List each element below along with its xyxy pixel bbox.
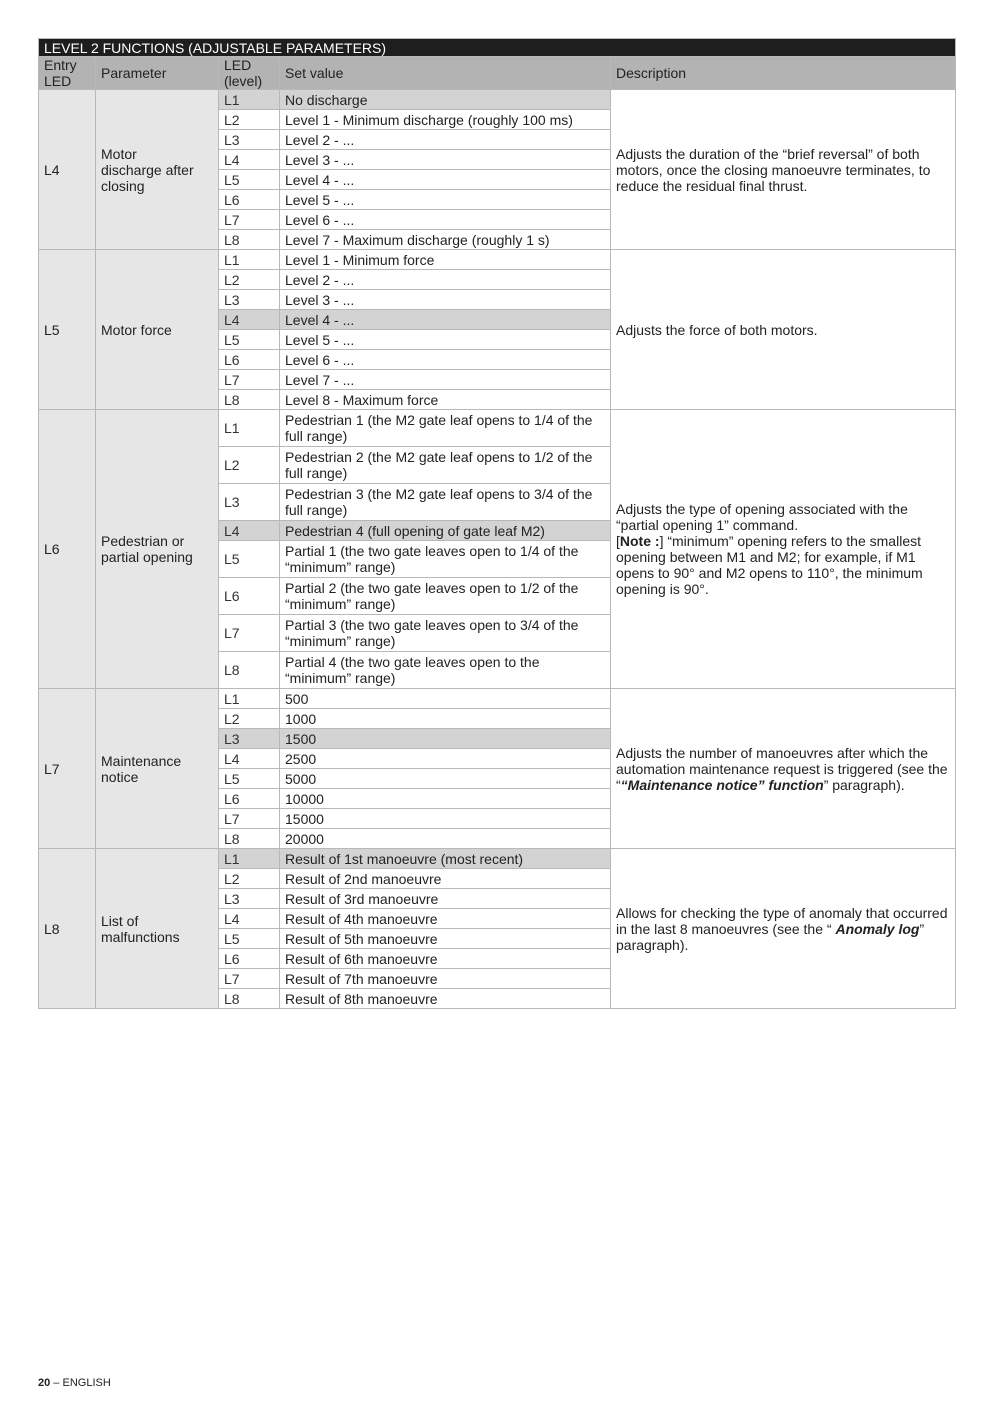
parameter-line: partial opening [101, 549, 193, 565]
led-level-cell: L7 [219, 969, 280, 989]
led-level-cell: L5 [219, 330, 280, 350]
entry-led-cell: L6 [39, 410, 96, 689]
parameter-line: Pedestrian or [101, 533, 185, 549]
header-entry-led [39, 57, 96, 90]
set-value-cell: Partial 2 (the two gate leaves open to 1/2 of the “minimum” range) [280, 578, 611, 615]
set-value-cell: Result of 6th manoeuvre [280, 949, 611, 969]
led-level-cell: L6 [219, 949, 280, 969]
led-level-cell: L4 [219, 909, 280, 929]
page-number: 20 [38, 1377, 51, 1389]
table-body [39, 90, 956, 1009]
led-level-cell: L2 [219, 110, 280, 130]
table-row [39, 250, 956, 270]
set-value-cell: Level 8 - Maximum force [280, 390, 611, 410]
table-row [39, 90, 956, 110]
set-value-cell: Partial 1 (the two gate leaves open to 1/4 of the “minimum” range) [280, 541, 611, 578]
set-value-cell: Level 7 - Maximum discharge (roughly 1 s) [280, 230, 611, 250]
set-value-cell: Pedestrian 4 (full opening of gate leaf M2) [280, 521, 611, 541]
set-value-cell: Level 7 - ... [280, 370, 611, 390]
set-value-cell: Level 2 - ... [280, 130, 611, 150]
set-value-cell: Level 1 - Minimum discharge (roughly 100 ms) [280, 110, 611, 130]
led-level-cell: L7 [219, 210, 280, 230]
set-value-cell: Result of 4th manoeuvre [280, 909, 611, 929]
parameter-line: discharge after [101, 161, 194, 178]
description-text: Anomaly log [835, 920, 920, 937]
header-entry-line2: LED [44, 73, 72, 89]
parameter-line: notice [101, 768, 139, 785]
led-level-cell: L6 [219, 578, 280, 615]
description-text: ” paragraph). [616, 920, 925, 953]
description-cell [611, 410, 956, 689]
led-level-cell: L1 [219, 410, 280, 447]
led-level-cell: L7 [219, 809, 280, 829]
table-title-row [39, 39, 956, 57]
parameter-line: Maintenance [101, 752, 182, 769]
led-level-cell: L4 [219, 749, 280, 769]
led-level-cell: L5 [219, 541, 280, 578]
set-value-cell: Result of 5th manoeuvre [280, 929, 611, 949]
led-level-cell: L2 [219, 869, 280, 889]
set-value-cell: 1500 [280, 729, 611, 749]
header-entry-line1: Entry [44, 57, 77, 73]
led-level-cell: L5 [219, 170, 280, 190]
entry-led-cell: L4 [39, 90, 96, 250]
description-text: Adjusts the duration of the “brief reversal” of both motors, once the closing manoeuvre terminates, to reduce the residual final thrust. [616, 145, 931, 194]
set-value-cell: 15000 [280, 809, 611, 829]
parameter-cell [96, 250, 219, 410]
header-led-level [219, 57, 280, 90]
led-level-cell: L7 [219, 370, 280, 390]
set-value-cell: Level 5 - ... [280, 190, 611, 210]
footer-separator: – [50, 1377, 63, 1389]
led-level-cell: L8 [219, 989, 280, 1009]
header-level-line1: LED [224, 57, 252, 73]
led-level-cell: L8 [219, 390, 280, 410]
led-level-cell: L1 [219, 689, 280, 709]
table-row [39, 410, 956, 447]
set-value-cell: Result of 8th manoeuvre [280, 989, 611, 1009]
parameter-cell [96, 689, 219, 849]
description-text: [ [616, 533, 620, 549]
set-value-cell: No discharge [280, 90, 611, 110]
entry-led-cell: L7 [39, 689, 96, 849]
set-value-cell: Result of 1st manoeuvre (most recent) [280, 849, 611, 869]
set-value-cell: 500 [280, 689, 611, 709]
set-value-cell: 2500 [280, 749, 611, 769]
set-value-cell: Level 3 - ... [280, 150, 611, 170]
led-level-cell: L5 [219, 769, 280, 789]
table-header-row [39, 57, 956, 90]
parameter-line: closing [101, 177, 145, 194]
set-value-cell: Result of 2nd manoeuvre [280, 869, 611, 889]
header-set-value: Set value [280, 57, 611, 90]
entry-led-cell: L8 [39, 849, 96, 1009]
description-text: ] “minimum” opening refers to the smallest opening between M1 and M2; for example, if M1 opens to 90° and M2 opens to 110°, the minimum opening is 90°. [616, 533, 923, 597]
led-level-cell: L2 [219, 270, 280, 290]
led-level-cell: L2 [219, 447, 280, 484]
set-value-cell: Level 4 - ... [280, 170, 611, 190]
set-value-cell: 1000 [280, 709, 611, 729]
led-level-cell: L8 [219, 652, 280, 689]
led-level-cell: L6 [219, 190, 280, 210]
description-text: Adjusts the type of opening associated with the “partial opening 1” command. [616, 501, 908, 533]
parameter-line: malfunctions [101, 928, 180, 945]
page-footer [38, 1377, 111, 1389]
led-level-cell: L3 [219, 130, 280, 150]
description-cell [611, 689, 956, 849]
set-value-cell: Level 6 - ... [280, 210, 611, 230]
footer-language: ENGLISH [62, 1377, 111, 1389]
parameter-line: List of [101, 912, 139, 929]
set-value-cell: Level 1 - Minimum force [280, 250, 611, 270]
description-text: Adjusts the number of manoeuvres after which the automation maintenance request is triggered (see the “ [616, 744, 948, 793]
set-value-cell: Level 3 - ... [280, 290, 611, 310]
description-text: ” paragraph). [823, 776, 905, 793]
header-parameter: Parameter [96, 57, 219, 90]
led-level-cell: L4 [219, 521, 280, 541]
led-level-cell: L8 [219, 230, 280, 250]
set-value-cell: Level 4 - ... [280, 310, 611, 330]
led-level-cell: L3 [219, 290, 280, 310]
led-level-cell: L1 [219, 90, 280, 110]
set-value-cell: Result of 3rd manoeuvre [280, 889, 611, 909]
description-text: Adjusts the force of both motors. [616, 321, 818, 338]
parameter-line: Motor [101, 145, 137, 162]
parameter-line: Motor force [101, 321, 172, 338]
header-description: Description [611, 57, 956, 90]
level2-functions-table [38, 38, 956, 1009]
led-level-cell: L3 [219, 889, 280, 909]
set-value-cell: 5000 [280, 769, 611, 789]
led-level-cell: L7 [219, 615, 280, 652]
led-level-cell: L1 [219, 849, 280, 869]
set-value-cell: 20000 [280, 829, 611, 849]
description-cell [611, 849, 956, 1009]
set-value-cell: Pedestrian 3 (the M2 gate leaf opens to 3/4 of the full range) [280, 484, 611, 521]
description-text: “Maintenance notice” function [620, 776, 824, 793]
description-text: Note : [619, 533, 660, 549]
parameter-cell [96, 849, 219, 1009]
set-value-cell: Partial 3 (the two gate leaves open to 3/4 of the “minimum” range) [280, 615, 611, 652]
led-level-cell: L6 [219, 789, 280, 809]
entry-led-cell: L5 [39, 250, 96, 410]
parameter-cell [96, 410, 219, 689]
set-value-cell: Level 2 - ... [280, 270, 611, 290]
description-cell [611, 250, 956, 410]
led-level-cell: L3 [219, 729, 280, 749]
set-value-cell: Level 5 - ... [280, 330, 611, 350]
led-level-cell: L6 [219, 350, 280, 370]
set-value-cell: Pedestrian 2 (the M2 gate leaf opens to 1/2 of the full range) [280, 447, 611, 484]
set-value-cell: Result of 7th manoeuvre [280, 969, 611, 989]
set-value-cell: Pedestrian 1 (the M2 gate leaf opens to 1/4 of the full range) [280, 410, 611, 447]
led-level-cell: L4 [219, 150, 280, 170]
set-value-cell: Partial 4 (the two gate leaves open to the “minimum” range) [280, 652, 611, 689]
led-level-cell: L5 [219, 929, 280, 949]
table-row [39, 689, 956, 709]
description-cell [611, 90, 956, 250]
led-level-cell: L8 [219, 829, 280, 849]
led-level-cell: L4 [219, 310, 280, 330]
table-title: LEVEL 2 FUNCTIONS (ADJUSTABLE PARAMETERS) [39, 39, 956, 57]
led-level-cell: L3 [219, 484, 280, 521]
parameter-cell [96, 90, 219, 250]
table-row [39, 849, 956, 869]
led-level-cell: L1 [219, 250, 280, 270]
header-level-line2: (level) [224, 73, 263, 89]
set-value-cell: 10000 [280, 789, 611, 809]
description-text: Allows for checking the type of anomaly that occurred in the last 8 manoeuvres (see the “ [616, 904, 948, 937]
led-level-cell: L2 [219, 709, 280, 729]
set-value-cell: Level 6 - ... [280, 350, 611, 370]
